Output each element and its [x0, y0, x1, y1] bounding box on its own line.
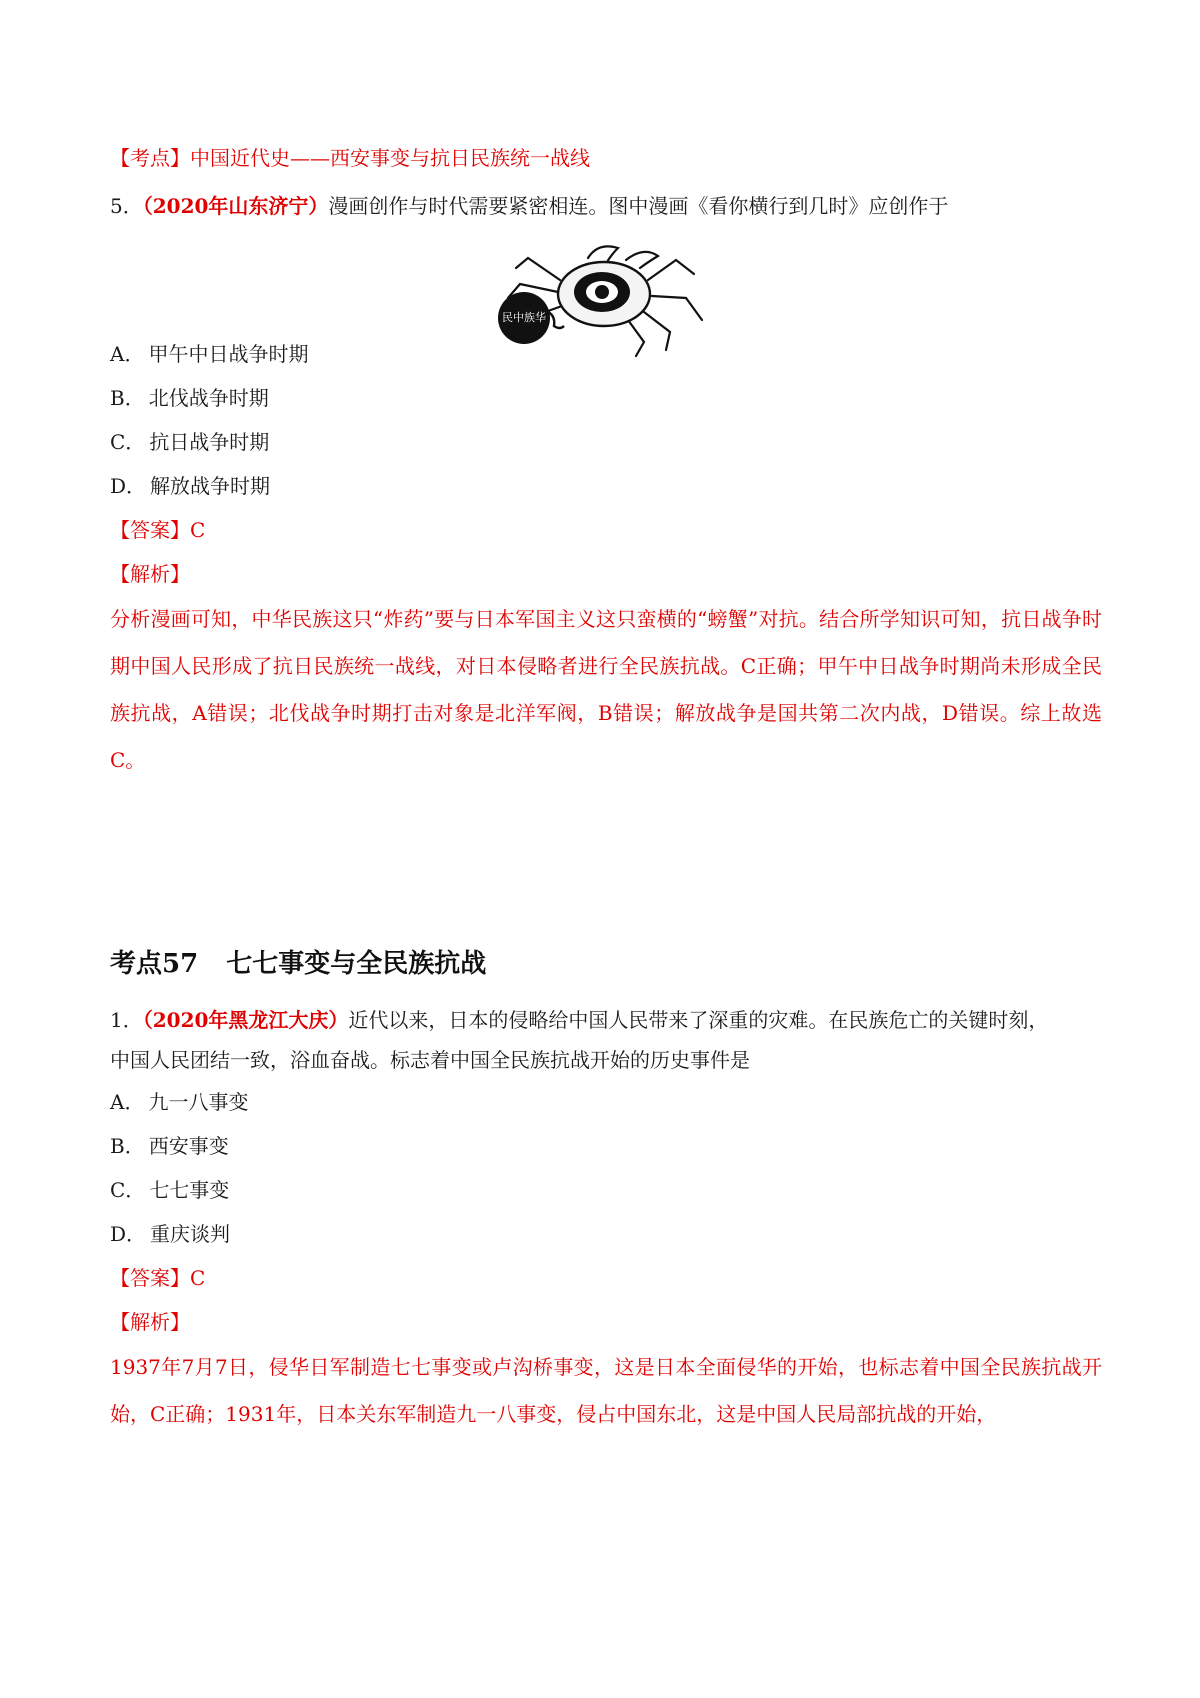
option-a [110, 342, 308, 366]
option-letter: C． [110, 1178, 146, 1202]
analysis-label: 【解析】 [110, 562, 190, 586]
section-heading [110, 948, 486, 980]
question-5-stem [110, 194, 948, 218]
answer-line [110, 518, 205, 542]
option-letter: B． [110, 386, 145, 410]
answer-value: C [190, 1266, 206, 1290]
crab-leg [652, 296, 702, 320]
option-letter: D． [110, 474, 147, 498]
option-letter: A． [110, 1090, 145, 1114]
option-text: 西安事变 [148, 1134, 229, 1158]
crab-leg [644, 312, 670, 350]
analysis-text: 分析漫画可知，中华民族这只“炸药”要与日本军国主义这只蛮横的“螃蟹”对抗。结合所学知识可知，抗日战争时期中国人民形成了抗日民族统一战线，对日本侵略者进行全民族抗战。C正确；甲午中日战争时期尚未形成全民族抗战，A错误；北伐战争时期打击对象是北洋军阀，B错误；解放战争是国共第二次内战，D错误。综上故选C。 [110, 607, 1102, 772]
question-text: 近代以来，日本的侵略给中国人民带来了深重的灾难。在民族危亡的关键时刻， [348, 1008, 1049, 1032]
crab-claw [626, 252, 658, 268]
option-text: 重庆谈判 [150, 1222, 231, 1246]
section-heading-number: 考点57 [110, 949, 199, 979]
option-letter: A． [110, 342, 145, 366]
crab-bomb-cartoon [498, 240, 712, 358]
option-d [110, 1222, 230, 1246]
question-source: 2020年山东济宁 [152, 194, 309, 218]
option-c [110, 1178, 229, 1202]
question-1-stem-line2: 中国人民团结一致，浴血奋战。标志着中国全民族抗战开始的历史事件是 [110, 1048, 750, 1072]
analysis-text: 1937年7月7日，侵华日军制造七七事变或卢沟桥事变，这是日本全面侵华的开始，也标志着中国全民族抗战开始，C正确；1931年，日本关东军制造九一八事变，侵占中国东北，这是中国人民局部抗战的开始， [110, 1355, 1102, 1426]
option-letter: D． [110, 1222, 147, 1246]
option-text: 七七事变 [149, 1178, 230, 1202]
bomb-label: 民中族华 [502, 311, 546, 324]
option-c [110, 430, 269, 454]
option-b [110, 386, 269, 410]
option-text: 北伐战争时期 [148, 386, 269, 410]
option-d [110, 474, 270, 498]
question-source-open: （ [142, 1008, 153, 1032]
question-source-close: ） [328, 1008, 349, 1032]
section-heading-title: 七七事变与全民族抗战 [226, 949, 487, 979]
question-number: 5． [110, 194, 143, 218]
crab-leg [516, 258, 560, 280]
answer-label: 【答案】 [110, 518, 190, 542]
answer-line [110, 1266, 205, 1290]
option-letter: C． [110, 430, 146, 454]
question-source-close: ） [308, 194, 329, 218]
answer-label: 【答案】 [110, 1266, 190, 1290]
question-text: 漫画创作与时代需要紧密相连。图中漫画《看你横行到几时》应创作于 [328, 194, 949, 218]
kaodian-label: 【考点】中国近代史——西安事变与抗日民族统一战线 [110, 146, 590, 170]
analysis-label: 【解析】 [110, 1310, 190, 1334]
option-text: 解放战争时期 [150, 474, 271, 498]
crab-pupil [595, 285, 609, 299]
question-1-stem [110, 1008, 1048, 1032]
answer-value: C [190, 518, 206, 542]
option-letter: B． [110, 1134, 145, 1158]
option-text: 甲午中日战争时期 [148, 342, 309, 366]
option-text: 抗日战争时期 [149, 430, 270, 454]
option-a [110, 1090, 248, 1114]
option-b [110, 1134, 229, 1158]
question-source: 2020年黑龙江大庆 [152, 1008, 329, 1032]
crab-leg [648, 260, 694, 280]
question-number: 1． [110, 1008, 143, 1032]
crab-leg [628, 320, 644, 356]
question-source-open: （ [142, 194, 153, 218]
option-text: 九一八事变 [148, 1090, 249, 1114]
